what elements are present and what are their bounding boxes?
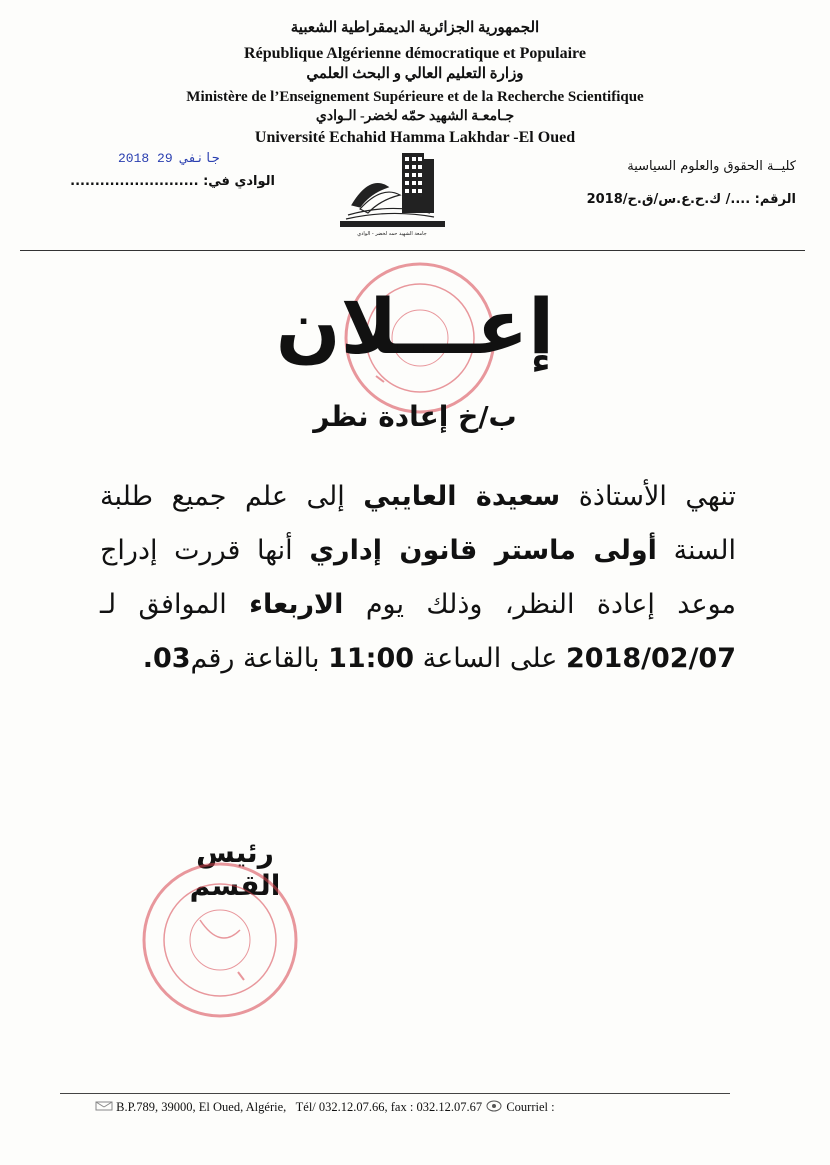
university-fr: Université Echahid Hamma Lakhdar -El Oued: [254, 129, 576, 146]
body-text-1: تنهي الأستاذة: [578, 481, 736, 512]
header-divider: [20, 250, 805, 251]
study-level: أولى ماستر قانون إداري: [309, 535, 657, 566]
body-text-6: بالقاعة رقم: [190, 643, 320, 674]
logo-caption: جامعة الشهيد حمه لخضر - الوادي: [357, 231, 427, 237]
ministry-fr: Ministère de l’Enseignement Supérieure et de la Recherche Scientifique: [186, 89, 644, 105]
department-stamp: [140, 860, 300, 1020]
exam-day: الاربعاء: [249, 589, 344, 620]
body-text-2: إلى علم جميع طلبة السنة: [100, 481, 736, 566]
mailbox-icon: [95, 1100, 113, 1116]
university-ar: جـامعـة الشهيد حمّه لخضر- الـوادي: [315, 109, 515, 124]
body-text-4: الموافق لـ: [100, 589, 227, 620]
body-text-5: على الساعة: [422, 643, 558, 674]
announcement-body: [100, 470, 736, 686]
exam-date: 2018/02/07: [565, 643, 736, 674]
announcement-title: إعـــلان: [275, 282, 555, 371]
date-stamp: 2018 جانفي 29: [118, 151, 220, 166]
announcement-subtitle: ب/خ إعادة نظر: [313, 400, 517, 433]
footer-phone: Tél/ 032.12.07.66, fax : 032.12.07.67: [295, 1100, 483, 1114]
republic-fr: République Algérienne démocratique et Populaire: [244, 45, 586, 62]
republic-ar: الجمهورية الجزائرية الديمقراطية الشعبية: [290, 20, 540, 36]
footer-address: B.P.789, 39000, El Oued, Algérie,: [116, 1100, 287, 1114]
ministry-ar: وزارة التعليم العالي و البحث العلمي: [306, 66, 524, 82]
teacher-name: سعيدة العايبي: [363, 481, 561, 512]
exam-time: 11:00: [328, 643, 415, 674]
place-date: الوادي في: ..........................: [70, 174, 275, 189]
footer-email: Courriel :: [506, 1100, 555, 1114]
footer-divider: [60, 1093, 730, 1094]
faculty-name: كليــة الحقوق والعلوم السياسية: [627, 159, 796, 174]
signature-title: رئيس القسم: [189, 836, 281, 902]
body-text-3: أنها قررت إدراج موعد إعادة النظر، وذلك يوم: [100, 535, 736, 620]
footer: [95, 1100, 735, 1116]
university-logo: [330, 145, 455, 240]
room-number: 03.: [142, 643, 191, 674]
email-icon: [485, 1100, 503, 1116]
reference-number: الرقم: ..../ ك.ح.ع.س/ق.ح/2018: [586, 192, 796, 207]
